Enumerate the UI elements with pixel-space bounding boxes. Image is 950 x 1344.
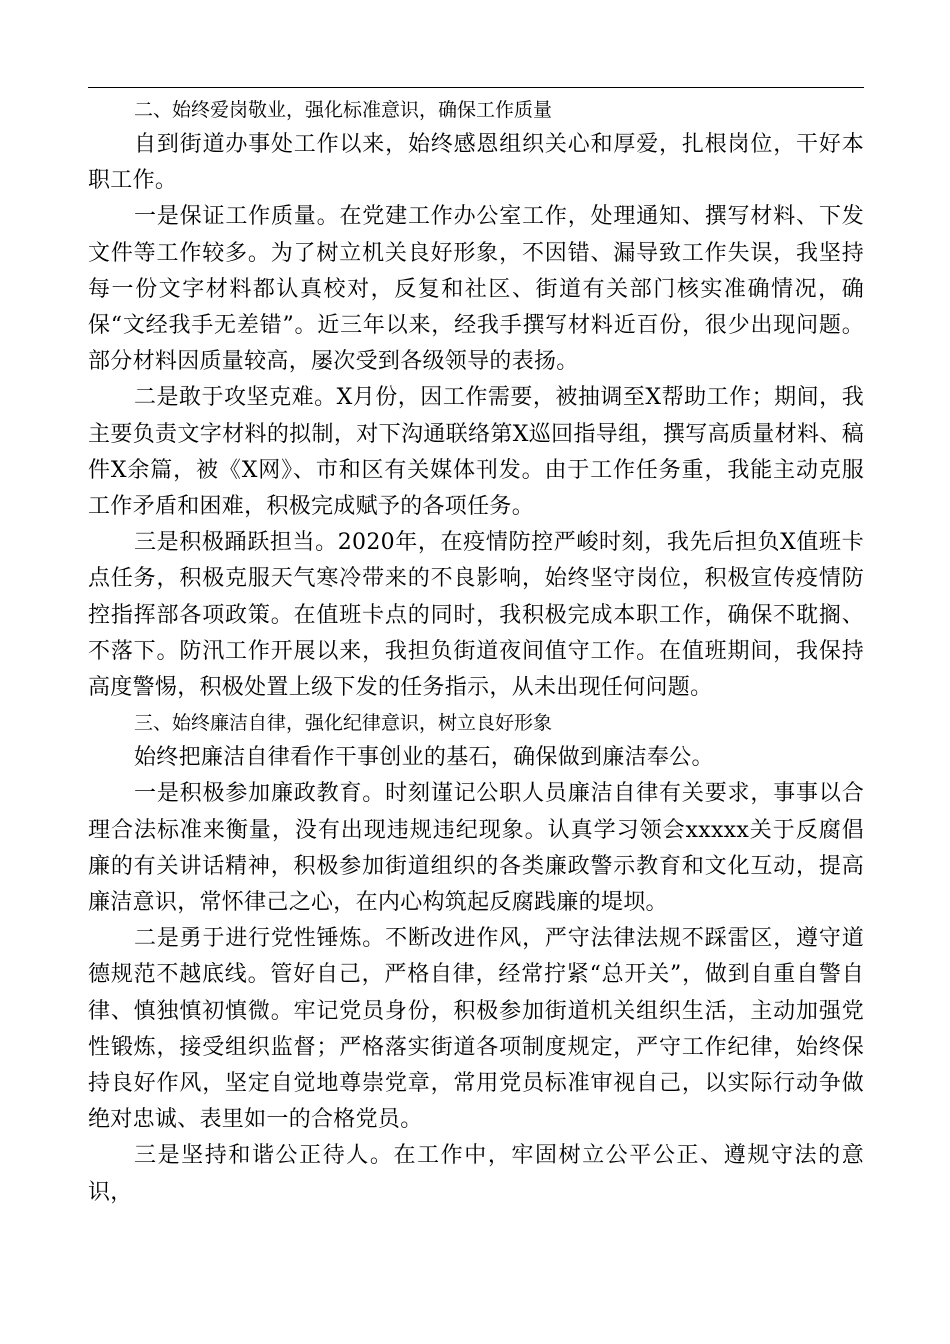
paragraph: 三是坚持和谐公正待人。在工作中，牢固树立公平公正、遵规守法的意识，: [88, 1143, 864, 1205]
section-heading-2: 二、始终爱岗敬业，强化标准意识，确保工作质量: [134, 99, 553, 121]
paragraph: 一是积极参加廉政教育。时刻谨记公职人员廉洁自律有关要求，事事以合理合法标准来衡量，没有出现违规违纪现象。认真学习领会xxxxx关于反腐倡廉的有关讲话精神，积极参加街道组织的各类廉政警示教育和文化互动，提高廉洁意识，常怀律己之心，在内心构筑起反腐践廉的堤坝。: [88, 781, 864, 916]
paragraph: 自到街道办事处工作以来，始终感恩组织关心和厚爱，扎根岗位，干好本职工作。: [88, 132, 864, 194]
paragraph: 二是勇于进行党性锤炼。不断改进作风，严守法律法规不踩雷区，遵守道德规范不越底线。管好自己，严格自律，经常拧紧“总开关”，做到自重自警自律、慎独慎初慎微。牢记党员身份，积极参加街道机关组织生活，主动加强党性锻炼，接受组织监督；严格落实街道各项制度规定，严守工作纪律，始终保持良好作风，坚定自觉地尊崇党章，常用党员标准审视自己，以实际行动争做绝对忠诚、表里如一的合格党员。: [88, 926, 864, 1133]
section-heading-3: 三、始终廉洁自律，强化纪律意识，树立良好形象: [134, 712, 553, 735]
paragraph: 一是保证工作质量。在党建工作办公室工作，处理通知、撰写材料、下发文件等工作较多。为了树立机关良好形象，不因错、漏导致工作失误，我坚持每一份文字材料都认真校对，反复和社区、街道有关部门核实准确情况，确保“文经我手无差错”。近三年以来，经我手撰写材料近百份，很少出现问题。部分材料因质量较高，屡次受到各级领导的表扬。: [88, 204, 864, 375]
paragraph: 三是积极踊跃担当。2020年，在疫情防控严峻时刻，我先后担负X值班卡点任务，积极克服天气寒冷带来的不良影响，始终坚守岗位，积极宣传疫情防控指挥部各项政策。在值班卡点的同时，我积极完成本职工作，确保不耽搁、不落下。防汛工作开展以来，我担负街道夜间值守工作。在值班期间，我保持高度警惕，积极处置上级下发的任务指示，从未出现任何问题。: [88, 530, 864, 701]
document-body: [88, 93, 864, 1211]
paragraph: 始终把廉洁自律看作干事创业的基石，确保做到廉洁奉公。: [134, 745, 714, 771]
header-rule: [88, 87, 864, 88]
paragraph: 二是敢于攻坚克难。X月份，因工作需要，被抽调至X帮助工作；期间，我主要负责文字材料的拟制，对下沟通联络第X巡回指导组，撰写高质量材料、稿件X余篇，被《X网》、市和区有关媒体刊发。由于工作任务重，我能主动克服工作矛盾和困难，积极完成赋予的各项任务。: [88, 385, 864, 520]
